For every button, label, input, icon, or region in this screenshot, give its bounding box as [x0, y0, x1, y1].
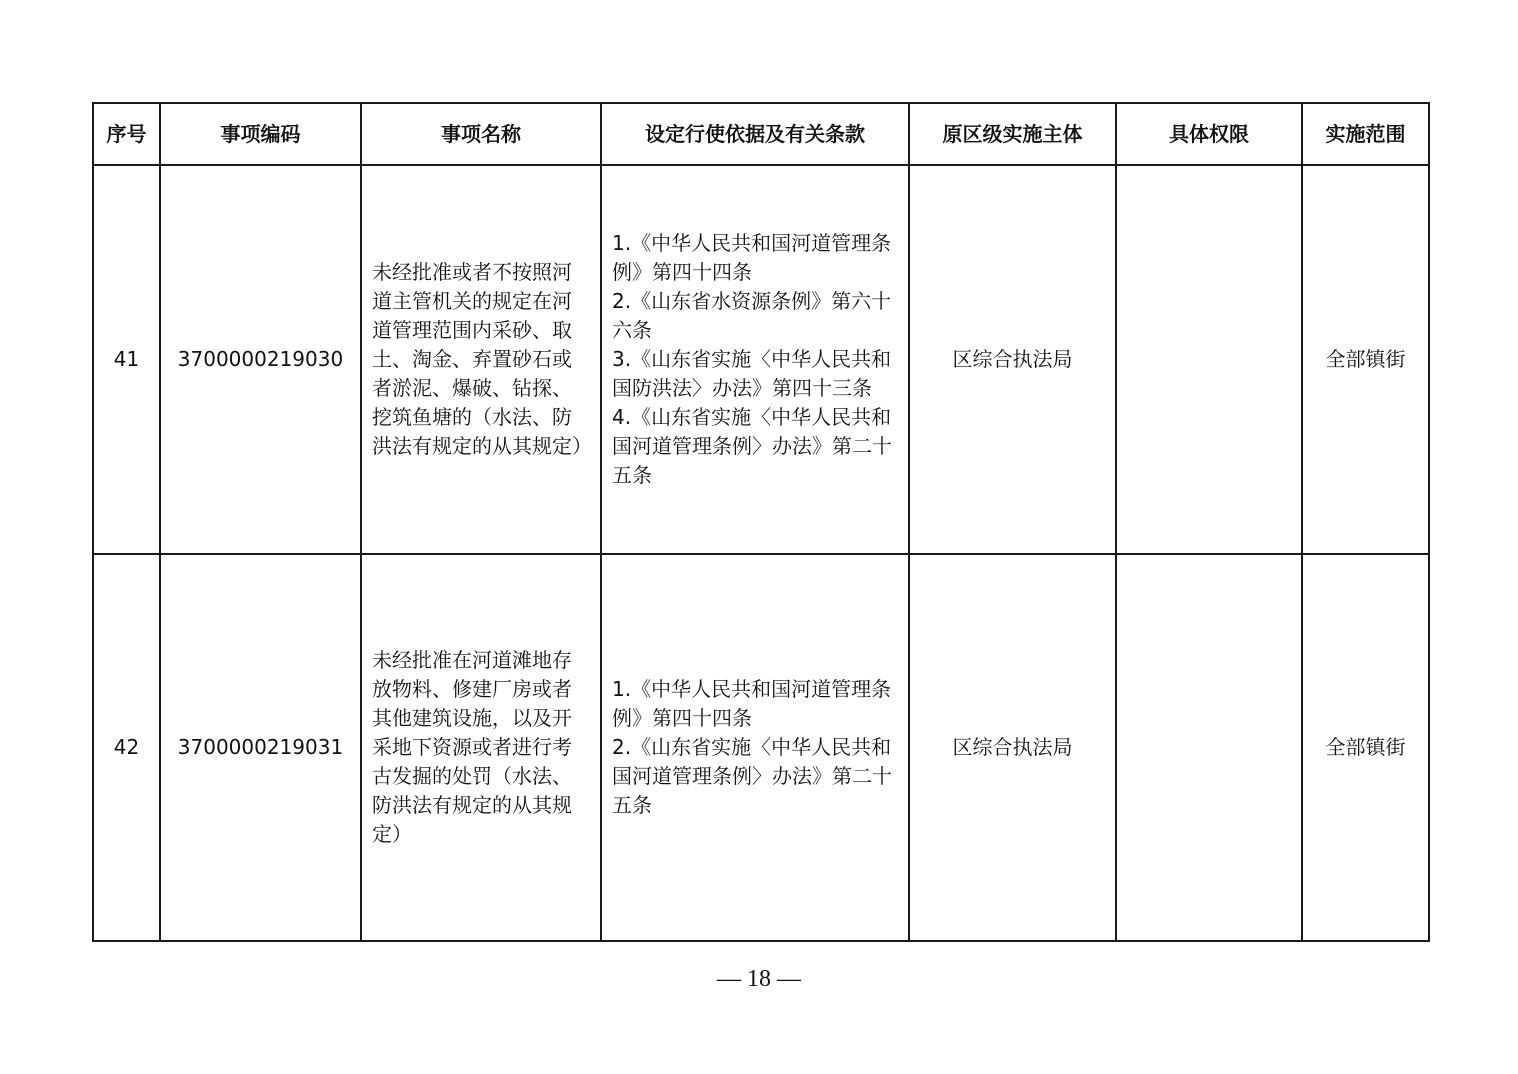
cell-basis: [601, 165, 909, 554]
cell-seq: 42: [93, 554, 160, 941]
cell-basis: [601, 554, 909, 941]
header-basis: 设定行使依据及有关条款: [601, 103, 909, 165]
cell-scope: 全部镇街: [1302, 165, 1429, 554]
cell-authority: [1116, 165, 1302, 554]
cell-name-text: 未经批准或者不按照河道主管机关的规定在河道管理范围内采砂、取土、淘金、弃置砂石或者淤泥、爆破、钻探、挖筑鱼塘的（水法、防洪法有规定的从其规定）: [372, 260, 592, 458]
table-header-row: [93, 103, 1429, 165]
basis-line: 4.《山东省实施〈中华人民共和国河道管理条例〉办法》第二十五条: [612, 405, 892, 487]
header-authority: 具体权限: [1116, 103, 1302, 165]
cell-subject: 区综合执法局: [909, 554, 1116, 941]
header-scope: 实施范围: [1302, 103, 1429, 165]
cell-seq: 41: [93, 165, 160, 554]
header-code: 事项编码: [160, 103, 361, 165]
header-subject: 原区级实施主体: [909, 103, 1116, 165]
cell-authority: [1116, 554, 1302, 941]
table-row: [93, 165, 1429, 554]
matters-table: [92, 102, 1430, 942]
page-number: — 18 —: [717, 966, 801, 992]
table-row: [93, 554, 1429, 941]
header-seq: 序号: [93, 103, 160, 165]
cell-code: 3700000219031: [160, 554, 361, 941]
cell-name: [361, 554, 601, 941]
basis-line: 2.《山东省实施〈中华人民共和国河道管理条例〉办法》第二十五条: [612, 735, 892, 817]
cell-subject: 区综合执法局: [909, 165, 1116, 554]
basis-line: 2.《山东省水资源条例》第六十六条: [612, 289, 892, 342]
cell-code: 3700000219030: [160, 165, 361, 554]
basis-line: 3.《山东省实施〈中华人民共和国防洪法〉办法》第四十三条: [612, 347, 892, 400]
cell-name-text: 未经批准在河道滩地存放物料、修建厂房或者其他建筑设施，以及开采地下资源或者进行考古发掘的处罚（水法、防洪法有规定的从其规定）: [372, 648, 572, 846]
cell-name: [361, 165, 601, 554]
header-name: 事项名称: [361, 103, 601, 165]
cell-scope: 全部镇街: [1302, 554, 1429, 941]
basis-line: 1.《中华人民共和国河道管理条例》第四十四条: [612, 231, 892, 284]
basis-line: 1.《中华人民共和国河道管理条例》第四十四条: [612, 677, 892, 730]
